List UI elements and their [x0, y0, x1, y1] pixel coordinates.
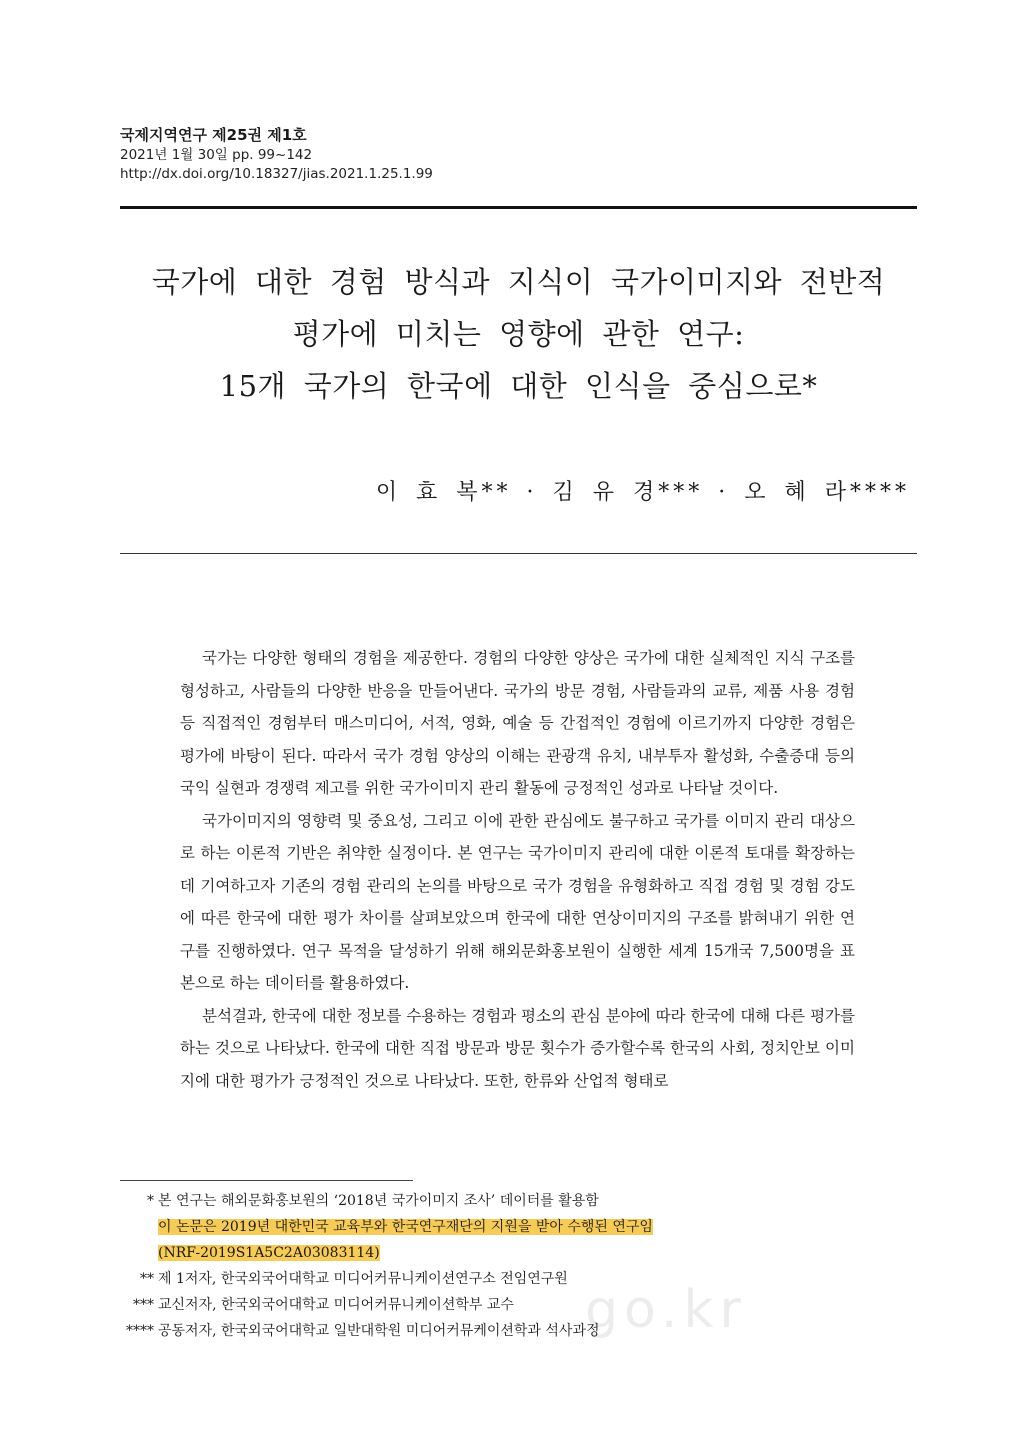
footnote-2 [120, 1266, 880, 1292]
funding-highlight: 이 논문은 2019년 대한민국 교육부와 한국연구재단의 지원을 받아 수행된 연구임 [158, 1219, 653, 1235]
grant-number-highlight: (NRF-2019S1A5C2A03083114) [158, 1245, 380, 1261]
watermark: go.kr [585, 1280, 747, 1340]
title-line-1: 국가에 대한 경험 방식과 지식이 국가이미지와 전반적 [151, 265, 886, 299]
footnote-4 [120, 1318, 880, 1344]
footnote-text: 공동저자, 한국외국어대학교 일반대학원 미디어커뮤케이션학과 석사과정 [158, 1323, 600, 1339]
footnote-3 [120, 1292, 880, 1318]
journal-header [120, 125, 920, 184]
footnote-mark: * [147, 1193, 154, 1209]
journal-name: 국제지역연구 제25권 제1호 [120, 126, 307, 144]
footnotes [120, 1188, 880, 1344]
title-line-3: 15개 국가의 한국에 대한 인식을 중심으로* [219, 369, 818, 403]
footnote-text: 교신저자, 한국외국어대학교 미디어커뮤니케이션학부 교수 [158, 1297, 514, 1313]
title-line-2: 평가에 미치는 영향에 관한 연구: [292, 317, 745, 351]
abstract [180, 642, 855, 1097]
abstract-paragraph-1: 국가는 다양한 형태의 경험을 제공한다. 경험의 다양한 양상은 국가에 대한 실체적인 지식 구조를 형성하고, 사람들의 다양한 반응을 만들어낸다. 국가의 방문 경험, 사람들과의 교류, 제품 사용 경험 등 직접적인 경험부터 매스미디어, 서적, 영화, 예술 등 간접적인 경험에 이르기까지 다양한 경험은 평가에 바탕이 된다. 따라서 국가 경험 양상의 이해는 관광객 유치, 내부투자 활성화, 수출증대 등의 국익 실현과 경쟁력 제고를 위한 국가이미지 관리 활동에 긍정적인 성과로 나타날 것이다. [180, 649, 855, 797]
footnote-mark: *** [133, 1297, 154, 1313]
title-divider [120, 553, 917, 554]
issue-date-pages: 2021년 1월 30일 pp. 99~142 [120, 147, 313, 163]
footnote-text: 제 1저자, 한국외국어대학교 미디어커뮤니케이션연구소 전임연구원 [158, 1271, 568, 1287]
paper-title [120, 256, 917, 412]
footnote-divider [120, 1180, 413, 1181]
abstract-paragraph-2: 국가이미지의 영향력 및 중요성, 그리고 이에 관한 관심에도 불구하고 국가를 이미지 관리 대상으로 하는 이론적 기반은 취약한 실정이다. 본 연구는 국가이미지 관리에 대한 이론적 토대를 확장하는 데 기여하고자 기존의 경험 관리의 논의를 바탕으로 국가 경험을 유형화하고 직접 경험 및 경험 강도에 따른 한국에 대한 평가 차이를 살펴보았으며 한국에 대한 연상이미지의 구조를 밝혀내기 위한 연구를 진행하였다. 연구 목적을 달성하기 위해 해외문화홍보원이 실행한 세계 15개국 7,500명을 표본으로 하는 데이터를 활용하였다. [180, 811, 855, 992]
doi-link[interactable]: http://dx.doi.org/10.18327/jias.2021.1.25.1.99 [120, 166, 433, 182]
abstract-paragraph-3: 분석결과, 한국에 대한 정보를 수용하는 경험과 평소의 관심 분야에 따라 한국에 대해 다른 평가를 하는 것으로 나타났다. 한국에 대한 직접 방문과 방문 횟수가 증가할수록 한국의 사회, 정치안보 이미지에 대한 평가가 긍정적인 것으로 나타났다. 또한, 한류와 산업적 형태로 [180, 1006, 855, 1090]
header-divider [120, 206, 917, 209]
footnote-text: 본 연구는 해외문화홍보원의 ‘2018년 국가이미지 조사’ 데이터를 활용함 [158, 1193, 599, 1209]
footnote-mark: **** [126, 1323, 154, 1339]
author-list: 이 효 복** · 김 유 경*** · 오 혜 라**** [375, 480, 910, 505]
footnote-1 [120, 1188, 880, 1266]
footnote-mark: ** [140, 1271, 154, 1287]
